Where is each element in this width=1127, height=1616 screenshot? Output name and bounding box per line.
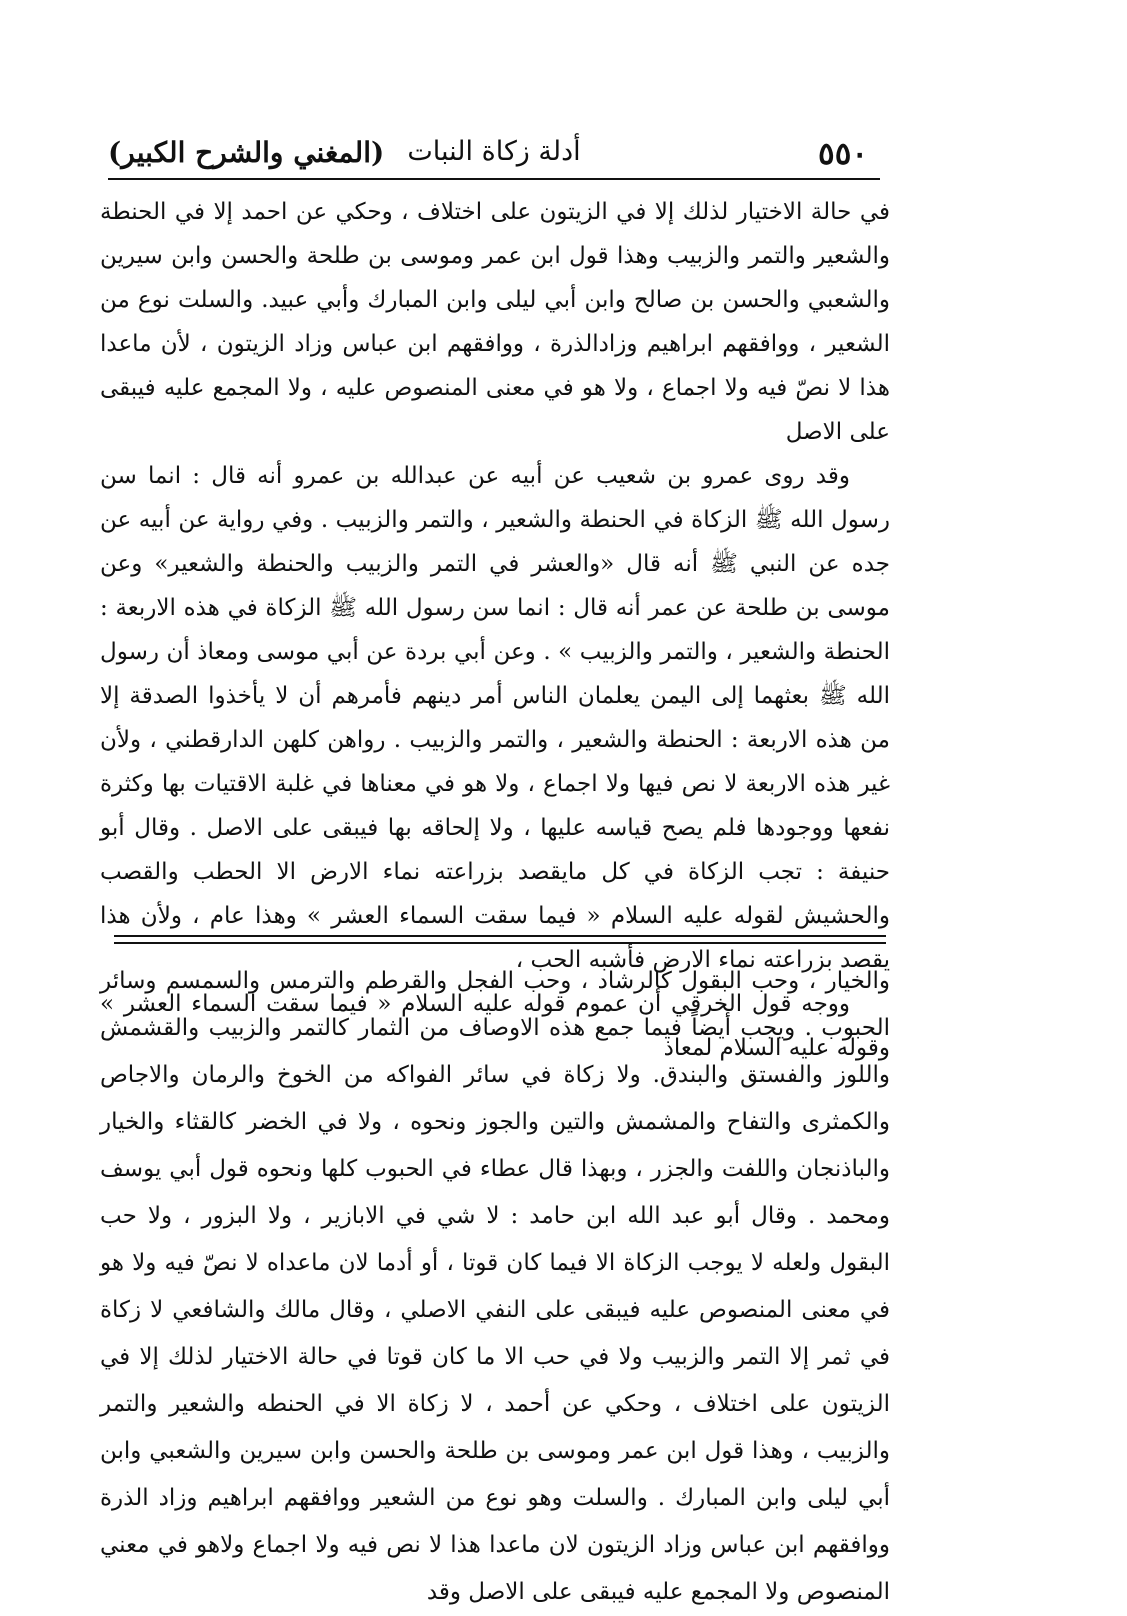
commentary-paragraph: والخيار ، وحب البقول كالرشاد ، وحب الفجل والقرطم والترمس والسمسم وسائر الحبوب . ويجب أيضاً فيما جمع هذه الاوصاف من الثمار كالتمر والزبيب والقشمش واللوز والفستق والبندق. ولا زكاة في سائر الفواكه من الخوخ والرمان والاجاص والكمثرى والتفاح والمشمش والتين والجوز ونحوه ، ولا في الخضر كالقثاء والخيار والباذنجان واللفت والجزر ، وبهذا قال عطاء في الحبوب كلها ونحوه قول أبي يوسف ومحمد . وقال أبو عبد الله ابن حامد : لا شي في الابازير ، ولا البزور ، ولا حب البقول ولعله لا يوجب الزكاة الا فيما كان قوتا ، أو أدما لان ماعداه لا نصّ فيه ولا هو في معنى المنصوص عليه فيبقى على النفي الاصلي ، وقال مالك والشافعي لا زكاة في ثمر إلا التمر والزبيب ولا في حب الا ما كان قوتا في حالة الاختيار لذلك إلا في الزيتون على اختلاف ، وحكي عن أحمد ، لا زكاة الا في الحنطه والشعير والتمر والزبيب ، وهذا قول ابن عمر وموسى بن طلحة والحسن وابن سيرين والشعبي وابن أبي ليلى وابن المبارك . والسلت وهو نوع من الشعير ووافقهم ابراهيم وزاد الذرة ووافقهم ابن عباس وزاد الزيتون لان ماعدا هذا لا نص فيه ولا اجماع ولاهو في معني المنصوص ولا المجمع عليه فيبقى على الاصل وقد (100, 968, 890, 1605)
commentary-text-block (100, 958, 890, 1605)
header-rule (108, 178, 880, 180)
main-paragraph: ووجه قول الخرقي أن عموم قوله عليه السلام « فيما سقت السماء العشر » وقوله عليه السلام لمعاذ (100, 991, 890, 1061)
book-title: (المغني والشرح الكبير) (108, 136, 385, 169)
page-number: ٥٥٠ (818, 136, 868, 172)
chapter-title: أدلة زكاة النبات (407, 136, 581, 167)
main-paragraph: في حالة الاختيار لذلك إلا في الزيتون على اختلاف ، وحكي عن احمد إلا في الحنطة والشعير والتمر والزبيب وهذا قول ابن عمر وموسى بن طلحة والحسن وابن سيرين والشعبي والحسن بن صالح وابن أبي ليلى وابن المبارك وأبي عبيد. والسلت نوع من الشعير ، ووافقهم ابراهيم وزادالذرة ، ووافقهم ابن عباس وزاد الزيتون ، لأن ماعدا هذا لا نصّ فيه ولا اجماع ، ولا هو في معنى المنصوص عليه ، ولا المجمع عليه فيبقى على الاصل (100, 199, 890, 445)
main-text-block (100, 190, 890, 1061)
page-header (108, 122, 880, 174)
main-paragraph: وقد روى عمرو بن شعيب عن أبيه عن عبدالله بن عمرو أنه قال : انما سن رسول الله ﷺ الزكاة في الحنطة والشعير ، والتمر والزبيب . وفي رواية عن أبيه عن جده عن النبي ﷺ أنه قال «والعشر في التمر والزبيب والحنطة والشعير» وعن موسى بن طلحة عن عمر أنه قال : انما سن رسول الله ﷺ الزكاة في هذه الاربعة : الحنطة والشعير ، والتمر والزبيب » . وعن أبي بردة عن أبي موسى ومعاذ أن رسول الله ﷺ بعثهما إلى اليمن يعلمان الناس أمر دينهم فأمرهم أن لا يأخذوا الصدقة إلا من هذه الاربعة : الحنطة والشعير ، والتمر والزبيب . رواهن كلهن الدارقطني ، ولأن غير هذه الاربعة لا نص فيها ولا اجماع ، ولا هو في معناها في غلبة الاقتيات بها وكثرة نفعها ووجودها فلم يصح قياسه عليها ، ولا إلحاقه بها فيبقى على الاصل . وقال أبو حنيفة : تجب الزكاة في كل مايقصد بزراعته نماء الارض الا الحطب والقصب والحشيش لقوله عليه السلام « فيما سقت السماء العشر » وهذا عام ، ولأن هذا يقصد بزراعته نماء الارض فأشبه الحب ، (100, 463, 890, 973)
section-separator (114, 935, 886, 944)
